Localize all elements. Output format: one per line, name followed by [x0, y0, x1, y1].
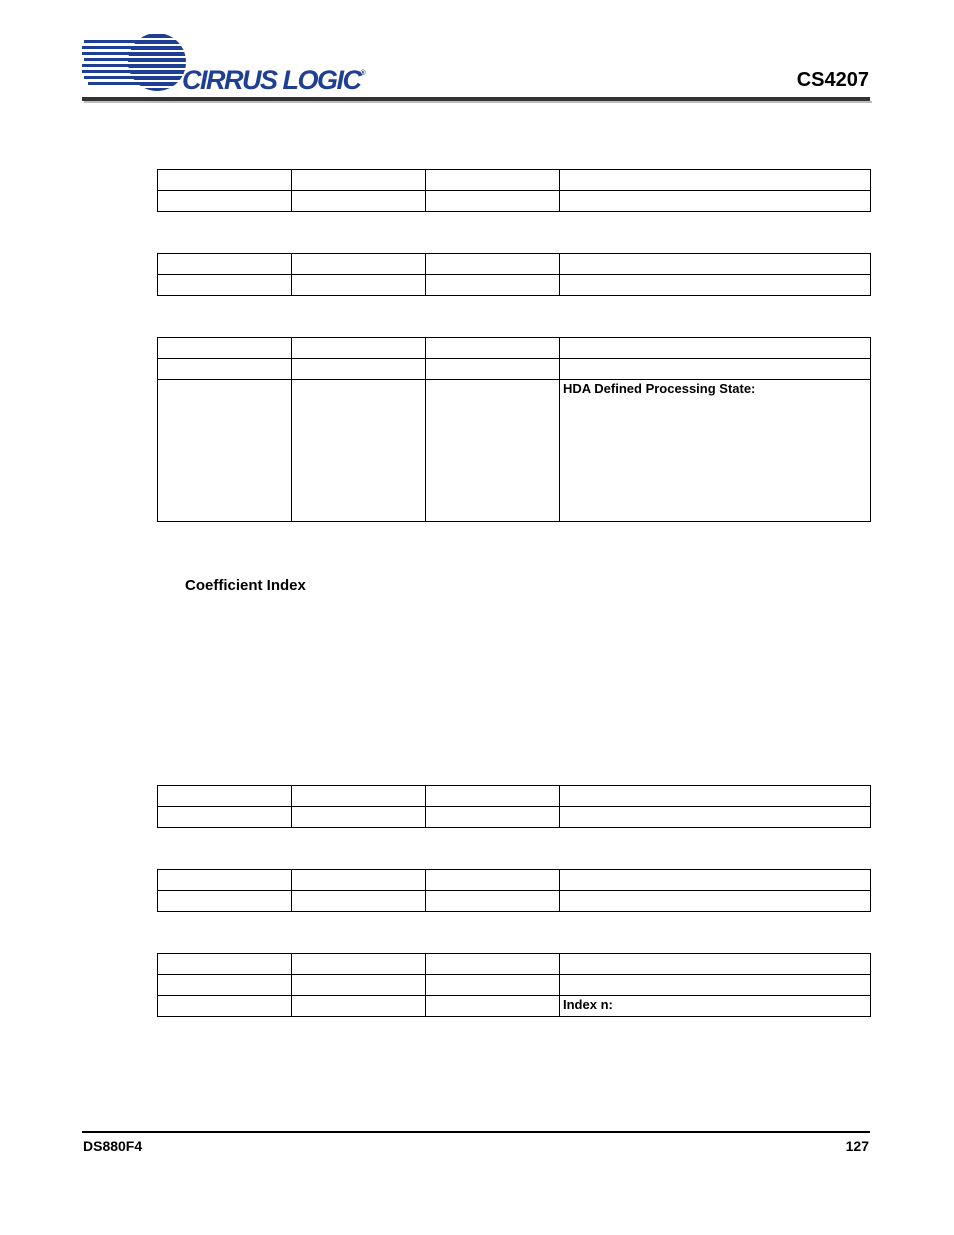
table-row [158, 191, 871, 212]
table-cell [292, 170, 426, 191]
table-cell [560, 975, 871, 996]
page-number: 127 [845, 1138, 869, 1154]
table-cell [560, 170, 871, 191]
table-cell [158, 191, 292, 212]
table-cell [158, 254, 292, 275]
processing-state-cell: HDA Defined Processing State: [560, 380, 871, 522]
table-cell [560, 275, 871, 296]
table-cell [292, 870, 426, 891]
table-row [158, 807, 871, 828]
part-number-title: CS4207 [796, 69, 869, 91]
table-cell [426, 170, 560, 191]
company-name: CIRRUS LOGIC® [182, 65, 366, 95]
table-cell [426, 786, 560, 807]
cirrus-logic-logo [82, 32, 366, 98]
index-n-cell: Index n: [560, 996, 871, 1017]
table-cell [158, 359, 292, 380]
table-row [158, 996, 871, 1017]
table-row [158, 380, 871, 522]
table-cell [426, 975, 560, 996]
header-divider-shadow [84, 101, 872, 103]
table-cell [292, 275, 426, 296]
table-row [158, 870, 871, 891]
table-cell [158, 807, 292, 828]
cirrus-logo-emblem-icon [82, 32, 192, 92]
table-cell [426, 996, 560, 1017]
table-cell [292, 807, 426, 828]
table-cell [560, 891, 871, 912]
register-table-6 [157, 953, 871, 1017]
table-cell [560, 338, 871, 359]
table-cell [158, 338, 292, 359]
register-table-2 [157, 253, 871, 296]
table-cell [426, 254, 560, 275]
table-cell [426, 807, 560, 828]
document-id: DS880F4 [83, 1138, 143, 1154]
table-cell [292, 996, 426, 1017]
table-row [158, 954, 871, 975]
table-row [158, 254, 871, 275]
table-row [158, 338, 871, 359]
table-cell [158, 380, 292, 522]
table-cell [426, 191, 560, 212]
table-cell [292, 254, 426, 275]
table-row [158, 359, 871, 380]
table-cell [560, 954, 871, 975]
table-cell [560, 254, 871, 275]
table-cell [158, 170, 292, 191]
table-cell [292, 380, 426, 522]
table-cell [158, 996, 292, 1017]
table-cell [292, 975, 426, 996]
table-cell [426, 870, 560, 891]
table-cell [158, 891, 292, 912]
table-cell [560, 786, 871, 807]
table-cell [158, 954, 292, 975]
table-cell [426, 380, 560, 522]
table-cell [560, 191, 871, 212]
table-cell [292, 954, 426, 975]
footer-divider [82, 1131, 870, 1133]
table-cell [292, 338, 426, 359]
register-table-4 [157, 785, 871, 828]
table-cell [426, 954, 560, 975]
table-row [158, 975, 871, 996]
table-cell [426, 338, 560, 359]
table-cell [292, 786, 426, 807]
register-table-5 [157, 869, 871, 912]
register-table-3 [157, 337, 871, 522]
table-row [158, 170, 871, 191]
table-cell [158, 786, 292, 807]
table-cell [426, 359, 560, 380]
table-cell [292, 191, 426, 212]
table-row [158, 891, 871, 912]
table-cell [158, 870, 292, 891]
table-cell [560, 807, 871, 828]
table-row [158, 275, 871, 296]
table-cell [426, 891, 560, 912]
table-cell [560, 359, 871, 380]
register-table-1 [157, 169, 871, 212]
table-cell [292, 359, 426, 380]
table-cell [560, 870, 871, 891]
table-row [158, 786, 871, 807]
table-cell [158, 975, 292, 996]
table-cell [292, 891, 426, 912]
table-cell [158, 275, 292, 296]
table-cell [426, 275, 560, 296]
section-heading: Coefficient Index [185, 577, 306, 594]
